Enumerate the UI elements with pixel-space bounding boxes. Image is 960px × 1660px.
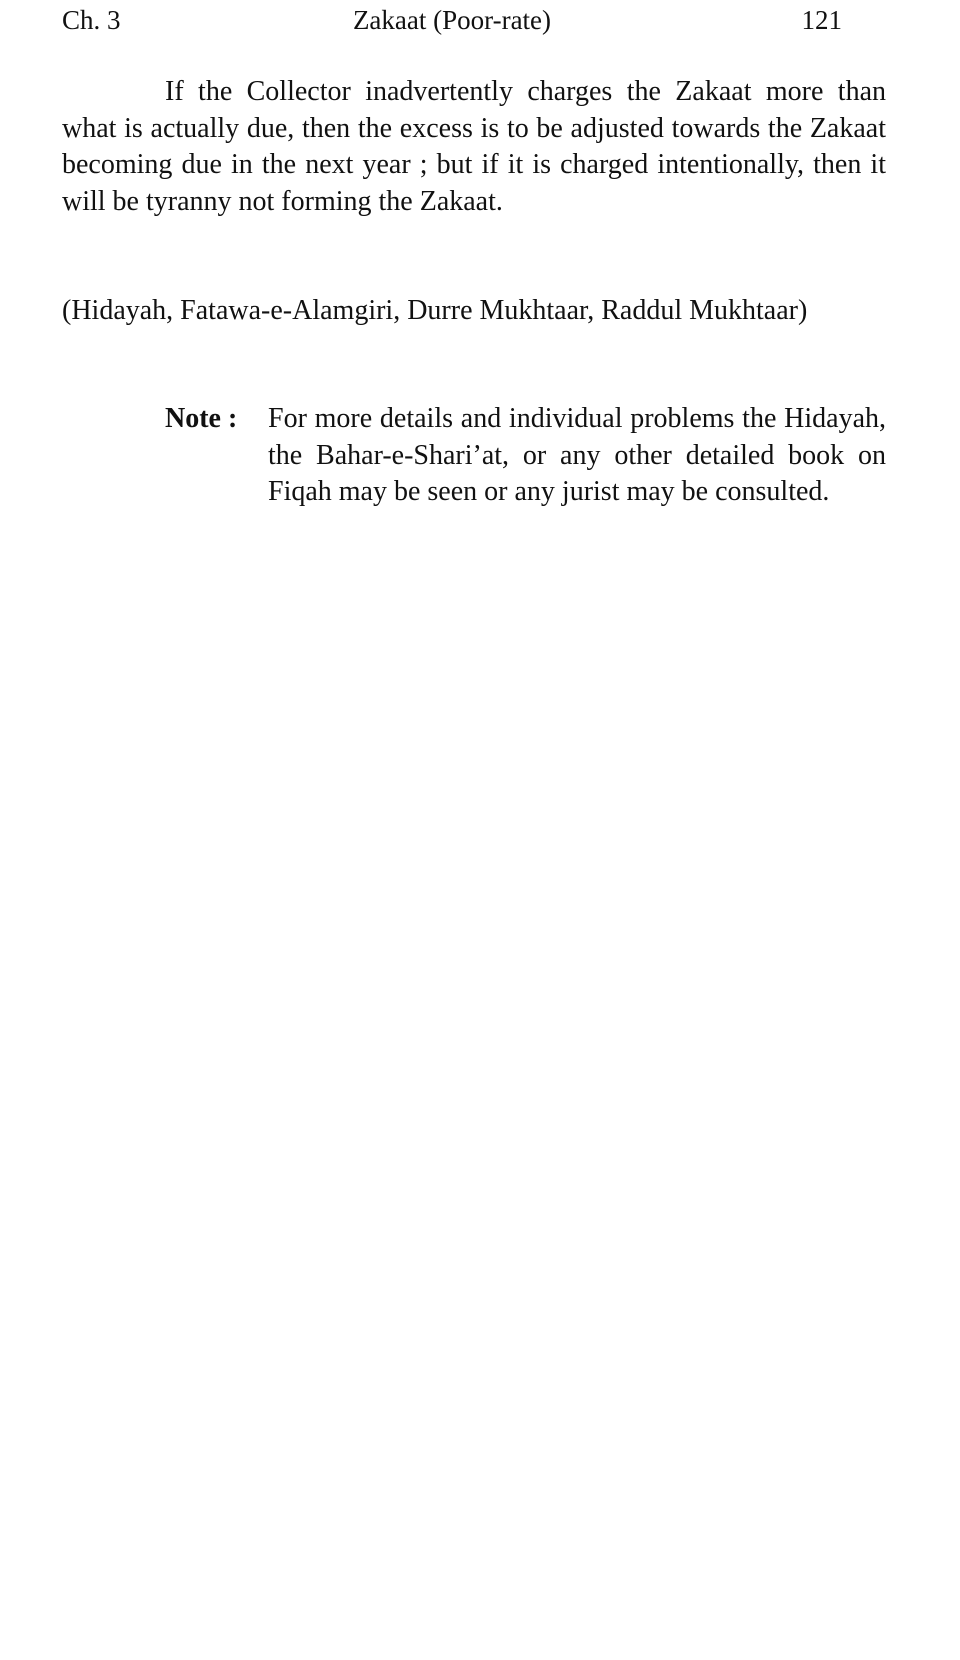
note-block	[165, 401, 886, 511]
note-label: Note :	[165, 403, 238, 434]
references-paragraph: (Hidayah, Fatawa-e-Alamgiri, Durre Mukhtaar, Raddul Mukhtaar)	[62, 295, 808, 326]
note-text: For more details and individual problems the Hidayah, the Bahar-e-Shari’at, or any other detailed book on Fiqah may be seen or any jurist may be consulted.	[268, 403, 886, 507]
chapter-label: Ch. 3	[62, 5, 121, 35]
main-paragraph: If the Collector inadvertently charges the Zakaat more than what is actually due, then the excess is to be adjusted towards the Zakaat becoming due in the next year ; but if it is charged intentionally, then it will be tyranny not forming the Zakaat.	[62, 76, 886, 217]
chapter-title: Zakaat (Poor-rate)	[352, 5, 552, 35]
running-header	[62, 2, 842, 38]
page-number: 121	[801, 5, 842, 35]
